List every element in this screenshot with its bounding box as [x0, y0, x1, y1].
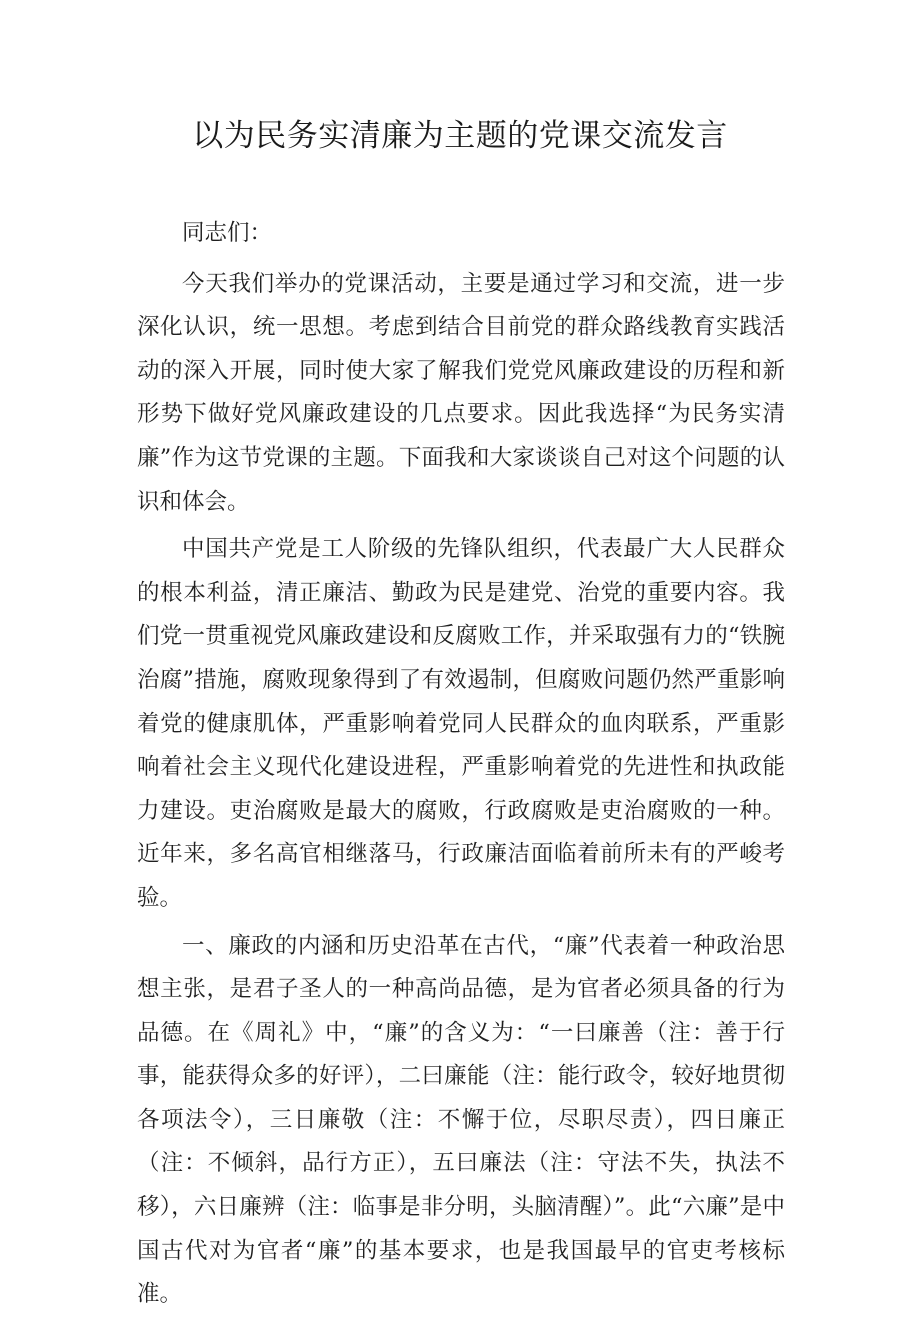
paragraph-1: 今天我们举办的党课活动，主要是通过学习和交流，进一步深化认识，统一思想。考虑到结合目前党的群众路线教育实践活动的深入开展，同时使大家了解我们党党风廉政建设的历程和新形势下做好党风廉政建设的几点要求。因此我选择“为民务实清廉”作为这节党课的主题。下面我和大家谈谈自己对这个问题的认识和体会。 — [137, 270, 785, 515]
paragraph-3: 一、廉政的内涵和历史沿革在古代，“廉”代表着一种政治思想主张，是君子圣人的一种高尚品德，是为官者必须具备的行为品德。在《周礼》中，“廉”的含义为：“一曰廉善（注：善于行事，能获得众多的好评），二曰廉能（注：能行政令，较好地贯彻各项法令），三日廉敬（注：不懈于位，尽职尽责），四日廉正（注：不倾斜，品行方正），五曰廉法（注：守法不失，执法不移），六日廉辨（注：临事是非分明，头脑清醒）”。此“六廉”是中国古代对为官者“廉”的基本要求，也是我国最早的官吏考核标准。 — [137, 932, 785, 1308]
document-title: 以为民务实清廉为主题的党课交流发言 — [192, 118, 728, 154]
paragraph-2: 中国共产党是工人阶级的先锋队组织，代表最广大人民群众的根本利益，清正廉洁、勤政为民是建党、治党的重要内容。我们党一贯重视党风廉政建设和反腐败工作，并采取强有力的“铁腕治腐”措施，腐败现象得到了有效遏制，但腐败问题仍然严重影响着党的健康肌体，严重影响着党同人民群众的血肉联系，严重影响着社会主义现代化建设进程，严重影响着党的先进性和执政能力建设。吏治腐败是最大的腐败，行政腐败是吏治腐败的一种。近年来，多名高官相继落马，行政廉洁面临着前所未有的严峻考验。 — [137, 536, 785, 911]
salutation: 同志们： — [182, 220, 273, 246]
document-body — [137, 212, 785, 1321]
